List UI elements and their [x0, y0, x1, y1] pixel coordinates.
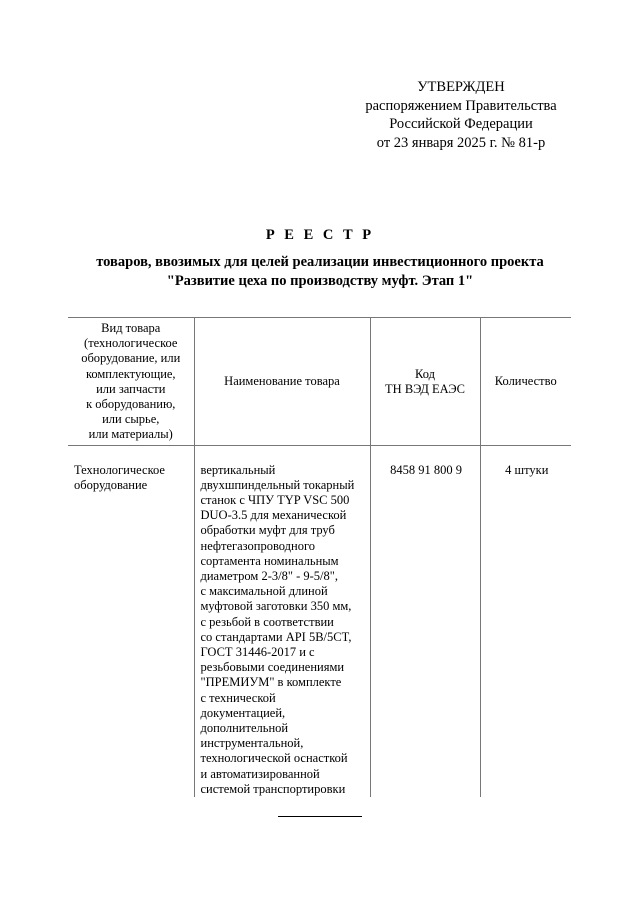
cell-goods-name-line: системой транспортировки	[200, 781, 346, 796]
cell-goods-name-line: с технической	[200, 690, 276, 705]
cell-goods-type-line: Технологическое	[74, 462, 165, 477]
register-table	[68, 317, 571, 797]
cell-goods-name-line: документацией,	[200, 705, 286, 720]
header-goods-type-line: или сырье,	[102, 412, 160, 427]
header-goods-name: Наименование товара	[194, 318, 370, 446]
cell-goods-name-line: станок с ЧПУ TYP VSC 500	[200, 493, 350, 508]
cell-goods-name-line: обработки муфт для труб	[200, 523, 335, 538]
header-goods-type	[68, 318, 194, 446]
cell-goods-type-line: оборудование	[74, 477, 148, 492]
approval-line: от 23 января 2025 г. № 81-р	[376, 134, 546, 151]
cell-goods-name-line: дополнительной	[200, 721, 289, 736]
cell-goods-name-line: нефтегазопроводного	[200, 538, 316, 553]
end-of-document-rule	[278, 816, 362, 817]
register-subtitle	[60, 253, 580, 290]
header-goods-type-line: Вид товара	[101, 321, 161, 335]
table-header-row	[68, 318, 571, 446]
cell-goods-name-line: диаметром 2-3/8" - 9-5/8",	[200, 569, 338, 584]
header-goods-type-line: комплектующие,	[85, 366, 176, 381]
header-goods-type-line: к оборудованию,	[86, 397, 176, 412]
cell-goods-name-line: вертикальный	[200, 462, 276, 477]
cell-goods-name-line: DUO-3.5 для механической	[200, 508, 347, 523]
header-hs-code-line: Код	[415, 366, 435, 381]
cell-hs-code: 8458 91 800 9	[370, 445, 480, 797]
cell-goods-name	[194, 445, 370, 797]
register-subtitle-line: "Развитие цеха по производству муфт. Этап 1"	[166, 272, 474, 289]
header-goods-type-line: или запчасти	[96, 381, 166, 396]
header-goods-type-line: оборудование, или	[81, 351, 181, 366]
cell-goods-name-line: двухшпиндельный токарный	[200, 477, 355, 492]
header-goods-type-line: (технологическое	[84, 336, 178, 351]
register-subtitle-line: товаров, ввозимых для целей реализации инвестиционного проекта	[96, 254, 544, 270]
cell-goods-name-line: муфтовой заготовки 350 мм,	[200, 599, 352, 614]
cell-goods-name-line: со стандартами API 5B/5CT,	[200, 629, 352, 644]
cell-goods-name-line: и автоматизированной	[200, 766, 320, 781]
register-table-container	[68, 317, 571, 797]
table-row	[68, 445, 571, 797]
cell-goods-name-line: резьбовыми соединениями	[200, 660, 345, 675]
cell-goods-name-line: с максимальной длиной	[200, 584, 328, 599]
cell-goods-name-line: инструментальной,	[200, 736, 304, 751]
header-quantity: Количество	[480, 318, 571, 446]
approval-line: распоряжением Правительства	[365, 97, 557, 114]
register-title: Р Е Е С Т Р	[265, 227, 375, 243]
approval-block	[350, 78, 572, 152]
header-goods-type-line: или материалы)	[88, 427, 173, 442]
cell-goods-name-line: сортамента номинальным	[200, 553, 339, 568]
header-hs-code-line: ТН ВЭД ЕАЭС	[385, 381, 465, 396]
cell-goods-name-line: "ПРЕМИУМ" в комплекте	[200, 675, 342, 690]
cell-quantity: 4 штуки	[480, 445, 571, 797]
approval-line: Российской Федерации	[389, 116, 533, 132]
cell-goods-name-line: с резьбой в соответствии	[200, 614, 334, 629]
cell-goods-type	[68, 445, 194, 797]
header-hs-code	[370, 318, 480, 446]
cell-goods-name-line: технологической оснасткой	[200, 751, 348, 766]
cell-goods-name-line: ГОСТ 31446-2017 и с	[200, 645, 315, 660]
approval-title: УТВЕРЖДЕН	[417, 79, 505, 95]
